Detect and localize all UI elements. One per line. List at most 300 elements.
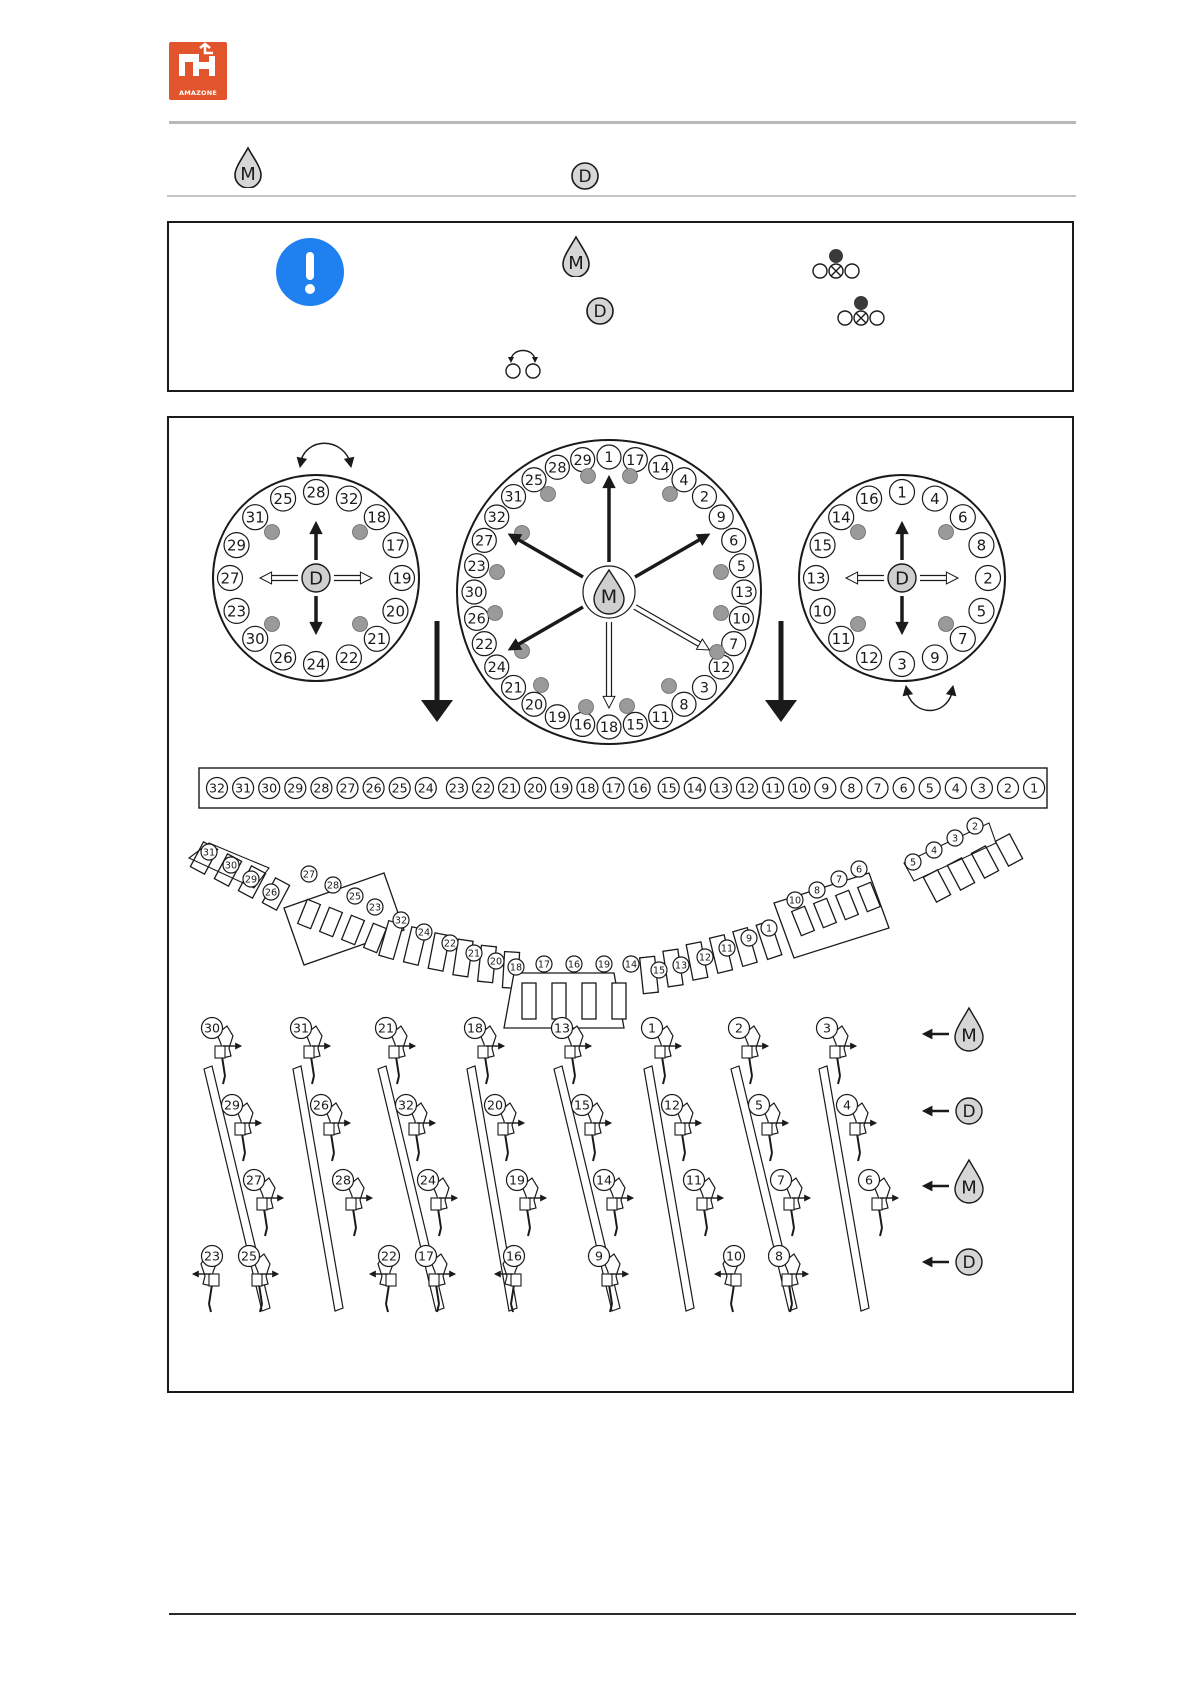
strip-outlet [629, 778, 650, 799]
outlet-number [597, 445, 621, 469]
hopper-number [201, 844, 217, 860]
hopper-number-label: 12 [698, 952, 712, 964]
hopper-number-label: 10 [788, 895, 802, 907]
outlet-dot [265, 617, 280, 632]
hopper-number-label: 1 [765, 923, 773, 935]
hopper-number [566, 956, 582, 972]
svg-text:D: D [593, 302, 607, 322]
coulter-number [684, 1170, 705, 1191]
outlet-number-label: 5 [976, 602, 987, 621]
swap-outlets-icon [502, 341, 546, 381]
outlet-number [465, 554, 489, 578]
coulter-number-label: 1 [647, 1020, 657, 1036]
hopper-number [697, 949, 713, 965]
strip-outlet-label: 24 [417, 780, 434, 796]
outlet-number [545, 455, 569, 479]
outlet-number-label: 4 [679, 472, 689, 489]
left_distributor [213, 475, 419, 681]
coulter-number [418, 1170, 439, 1191]
outlet-number [304, 652, 329, 677]
exclamation-icon [276, 238, 344, 306]
strip-outlet [737, 778, 758, 799]
coulter-number-label: 26 [312, 1097, 330, 1113]
outlet-number-label: 19 [392, 569, 412, 588]
coulter-number [239, 1246, 260, 1267]
strip-outlet-label: 14 [686, 780, 703, 796]
hopper-number-label: 28 [326, 880, 340, 892]
hopper-number [488, 953, 504, 969]
outlet-number [571, 448, 595, 472]
outlet-number-label: 29 [226, 536, 247, 555]
outlet-number-label: 22 [339, 648, 359, 667]
hopper-number [466, 945, 482, 961]
coulter-number [552, 1018, 573, 1039]
strip-outlet [259, 778, 280, 799]
tractor-logo-icon [169, 42, 227, 88]
strip-outlet-label: 26 [365, 780, 382, 796]
outlet-number [597, 715, 621, 739]
coulter-number-label: 5 [754, 1097, 764, 1113]
strip-outlet-label: 11 [765, 780, 782, 796]
coulter-number [589, 1246, 610, 1267]
strip-outlet [684, 778, 705, 799]
strip-outlet [971, 778, 992, 799]
outlet-dot [579, 700, 594, 715]
outlet-number-label: 16 [859, 489, 879, 508]
strip-outlet-label: 16 [631, 780, 648, 796]
hopper-number-label: 32 [394, 915, 408, 927]
outlet-number-label: 29 [573, 452, 592, 469]
distribution-diagram [169, 418, 1076, 1395]
hopper-number [651, 962, 667, 978]
strip-outlet [893, 778, 914, 799]
strip-outlet [311, 778, 332, 799]
coulter-number [376, 1018, 397, 1039]
coulter-number [729, 1018, 750, 1039]
swap-arrow [906, 688, 953, 711]
outlet-number-label: 8 [976, 536, 987, 555]
coulter-number [507, 1170, 528, 1191]
hopper-number [967, 818, 983, 834]
strip-outlet-label: 12 [738, 780, 756, 796]
outlet-number [243, 626, 268, 651]
coulter-number-label: 12 [663, 1097, 681, 1113]
coulter-number-label: 23 [203, 1248, 221, 1264]
hopper-number [536, 956, 552, 972]
coulter-number [379, 1246, 400, 1267]
outlet-number [271, 645, 296, 670]
hopper-number-label: 13 [674, 960, 688, 972]
outlet-number-label: 5 [736, 558, 746, 575]
hopper-number-label: 6 [855, 864, 863, 876]
coulter-number [222, 1095, 243, 1116]
outlet-dot [851, 617, 866, 632]
outlet-number [722, 632, 746, 656]
hopper-number [301, 866, 317, 882]
outlet-number [969, 533, 994, 558]
outlet-number [304, 480, 329, 505]
outlet-number [732, 580, 756, 604]
hopper-number-label: 31 [202, 847, 216, 859]
hopper-number-label: 20 [489, 956, 503, 968]
hopper-number-label: 30 [224, 860, 238, 872]
strip-outlet-label: 21 [501, 780, 518, 796]
hopper-number-label: 21 [467, 948, 481, 960]
outlet-number [383, 533, 408, 558]
outlet-dot [939, 525, 954, 540]
outlet-number [522, 468, 546, 492]
outlet-number-label: 13 [734, 585, 754, 602]
strip-outlet-label: 5 [925, 780, 934, 796]
outlet-number-label: 30 [464, 585, 484, 602]
outlet-number [462, 580, 486, 604]
outlet-number [969, 598, 994, 623]
coulter-number [859, 1170, 880, 1191]
coulter-number [333, 1170, 354, 1191]
outlet-number [829, 626, 854, 651]
row-symbol: M [961, 1025, 977, 1047]
coulter-number-label: 18 [466, 1020, 484, 1036]
outlet-number [271, 486, 296, 511]
outlet-number [890, 480, 915, 505]
strip-outlet [446, 778, 467, 799]
outlet-number-label: 6 [958, 508, 968, 527]
coulter-number [504, 1246, 525, 1267]
outlet-number-label: 12 [859, 648, 879, 667]
outlet-number [672, 692, 696, 716]
outlet-number-label: 15 [812, 536, 833, 555]
coulter-number [416, 1246, 437, 1267]
outlet-dot [265, 525, 280, 540]
seed-distribution-figure [167, 416, 1074, 1393]
hopper-number [263, 884, 279, 900]
strip-outlet-label: 17 [605, 780, 622, 796]
outlet-number [950, 505, 975, 530]
center-letter: M [600, 585, 618, 608]
hopper-number [442, 935, 458, 951]
coulter-number [769, 1246, 790, 1267]
outlet-dot [623, 469, 638, 484]
outlet-number [857, 486, 882, 511]
hopper-number [223, 857, 239, 873]
hopper-number-label: 25 [348, 891, 362, 903]
coulter-number [749, 1095, 770, 1116]
coulter-number [244, 1170, 265, 1191]
outlet-number-label: 27 [475, 533, 494, 550]
strip-outlet-label: 28 [313, 780, 330, 796]
outlet-number [485, 505, 509, 529]
right_distributor [799, 475, 1005, 681]
outlet-dot [490, 565, 505, 580]
hopper-number-label: 23 [368, 902, 382, 914]
strip-outlet [499, 778, 520, 799]
outlet-number [922, 486, 947, 511]
outlet-number [810, 533, 835, 558]
outlet-number [336, 486, 361, 511]
distributor-d-icon [569, 160, 601, 192]
hopper-number-label: 8 [813, 885, 821, 897]
outlet-number-label: 14 [651, 460, 670, 477]
outlet-number [672, 468, 696, 492]
strip-outlet [473, 778, 494, 799]
outlet-number [390, 566, 415, 591]
legend-m-letter: M [240, 164, 256, 185]
hopper-number [508, 959, 524, 975]
strip-outlet [789, 778, 810, 799]
coulter-number [396, 1095, 417, 1116]
strip-outlet [919, 778, 940, 799]
outlet-number [485, 655, 509, 679]
outlet-number-label: 17 [626, 452, 645, 469]
outlet-dot [620, 699, 635, 714]
outlet-number [976, 566, 1001, 591]
hopper-number [673, 957, 689, 973]
coulter-number-label: 11 [685, 1172, 703, 1188]
outlet-dot [488, 606, 503, 621]
coulter-number-label: 19 [508, 1172, 526, 1188]
strip-outlet-label: 4 [951, 780, 960, 796]
hopper-number [947, 830, 963, 846]
metering-drop-icon [233, 146, 263, 188]
outlet-number-label: 25 [273, 489, 293, 508]
hopper-number-label: 19 [597, 959, 611, 971]
legend-d-letter: D [578, 167, 592, 187]
outlet-number [649, 705, 673, 729]
hopper-number [719, 940, 735, 956]
strip-outlet [415, 778, 436, 799]
hopper-number [905, 854, 921, 870]
outlet-number-label: 16 [573, 717, 592, 734]
strip-outlet-label: 29 [287, 780, 304, 796]
coulter-number [465, 1018, 486, 1039]
outlet-number-label: 3 [897, 655, 907, 674]
outlet-dot [581, 469, 596, 484]
outlet-number-label: 14 [831, 508, 851, 527]
strip-outlet-label: 27 [339, 780, 356, 796]
strip-outlet [815, 778, 836, 799]
outlet-number-label: 13 [806, 569, 826, 588]
outlet-number-label: 30 [245, 630, 265, 649]
outlet-dot [353, 617, 368, 632]
outlet-number-label: 26 [467, 611, 486, 628]
outlet-number-label: 2 [699, 489, 710, 506]
outlet-dot [541, 487, 556, 502]
outlet-number [890, 652, 915, 677]
hopper-number-label: 17 [537, 959, 551, 971]
strip-outlet-label: 22 [474, 780, 492, 796]
outlet-number-label: 9 [930, 648, 940, 667]
outlet-number-label: 31 [245, 508, 265, 527]
coulter-number-label: 15 [573, 1097, 591, 1113]
hopper-number-label: 24 [417, 927, 431, 939]
outlet-dot [851, 525, 866, 540]
hopper-arc [189, 818, 1023, 1028]
logo-text: AMAZONE [178, 89, 218, 97]
outlet-number [224, 533, 249, 558]
strip-outlet [207, 778, 228, 799]
strip-outlet-label: 3 [977, 780, 986, 796]
outlet-number [465, 606, 489, 630]
hopper-number [831, 871, 847, 887]
hopper-number-label: 9 [745, 933, 753, 945]
hopper-number [623, 956, 639, 972]
coulter-number-label: 9 [594, 1248, 604, 1264]
outlet-number-label: 10 [732, 611, 751, 628]
outlet-number [649, 455, 673, 479]
hopper-number-label: 15 [652, 965, 666, 977]
outlet-number-label: 23 [226, 602, 247, 621]
coulter-number-label: 25 [240, 1248, 258, 1264]
strip-outlet-label: 7 [873, 780, 882, 796]
hopper-number-label: 29 [244, 874, 258, 886]
strip-outlet [577, 778, 598, 799]
outlet-number [623, 712, 647, 736]
outlet-dot [939, 617, 954, 632]
outlet-number [829, 505, 854, 530]
coulter-number-label: 32 [397, 1097, 415, 1113]
coulter-number-label: 16 [505, 1248, 523, 1264]
row-symbol: D [962, 1253, 976, 1274]
hopper-number-label: 27 [302, 869, 316, 881]
coulter-number-label: 31 [292, 1020, 310, 1036]
strip-outlet [363, 778, 384, 799]
hopper-number [741, 930, 757, 946]
coulter-number [642, 1018, 663, 1039]
outlet-number-label: 1 [897, 483, 907, 502]
outlet-number-label: 9 [716, 510, 726, 527]
coulter-number-label: 7 [776, 1172, 786, 1188]
outlet-number [804, 566, 829, 591]
outlet-number [472, 632, 496, 656]
coulter-number [724, 1246, 745, 1267]
outlet-number [729, 554, 753, 578]
outlet-number-label: 7 [729, 636, 739, 653]
coulter-number-label: 2 [734, 1020, 744, 1036]
outlet-number-label: 21 [504, 680, 523, 697]
outlet-number [383, 598, 408, 623]
coulter-number [291, 1018, 312, 1039]
coulter-number-label: 3 [822, 1020, 832, 1036]
strip-outlet [1024, 778, 1045, 799]
outlet-number-label: 21 [367, 630, 387, 649]
section-rule [167, 195, 1076, 197]
outlet-dot [662, 679, 677, 694]
coulter-number [662, 1095, 683, 1116]
coulter-number [771, 1170, 792, 1191]
coulter-number [202, 1018, 223, 1039]
outlet-number-label: 18 [367, 508, 387, 527]
coulter-number-label: 6 [864, 1172, 874, 1188]
strip-outlet-label: 6 [899, 780, 908, 796]
outlet-number-label: 23 [467, 558, 486, 575]
hopper-number [596, 956, 612, 972]
outlet-number [857, 645, 882, 670]
hopper-number-label: 5 [909, 857, 917, 869]
hopper-number-label: 26 [264, 887, 278, 899]
strip-outlet-label: 10 [791, 780, 808, 796]
outlet-number-label: 24 [306, 655, 326, 674]
hopper-number [367, 899, 383, 915]
outlet-number-label: 6 [729, 533, 739, 550]
outlet-number-label: 7 [958, 630, 968, 649]
outlet-number-label: 17 [385, 536, 406, 555]
outlet-number-label: 19 [548, 709, 567, 726]
outlet-number [243, 505, 268, 530]
footer-rule [169, 1613, 1076, 1615]
strip-outlet-label: 8 [847, 780, 856, 796]
notice-d-icon [584, 295, 616, 327]
outlet-number-label: 28 [306, 483, 326, 502]
strip-outlet-label: 19 [553, 780, 570, 796]
coulter-number-label: 17 [417, 1248, 435, 1264]
coulter-number-label: 21 [377, 1020, 395, 1036]
hopper-number [761, 920, 777, 936]
strip-outlet [551, 778, 572, 799]
outlet-number-label: 28 [548, 460, 567, 477]
strip-outlet [710, 778, 731, 799]
outlet-number-label: 1 [604, 450, 614, 467]
hopper-number [809, 882, 825, 898]
outlet-number-label: 8 [679, 697, 689, 714]
strip-outlet [945, 778, 966, 799]
hopper-number [787, 892, 803, 908]
header-rule [169, 121, 1076, 124]
coulter-grid [193, 1008, 983, 1312]
outlet-number-label: 22 [475, 636, 494, 653]
strip-outlet-label: 15 [660, 780, 677, 796]
outlet-number [722, 528, 746, 552]
coulter-number [311, 1095, 332, 1116]
coulter-number-label: 22 [380, 1248, 398, 1264]
outlet-number [472, 528, 496, 552]
hopper-number-label: 3 [951, 833, 959, 845]
distributor-outlet-closed-icon [811, 247, 863, 281]
outlet-number [692, 485, 716, 509]
coulter-number-label: 28 [334, 1172, 352, 1188]
hopper-number-label: 2 [971, 821, 979, 833]
strip-outlet-label: 23 [448, 780, 465, 796]
hopper-number-label: 22 [443, 938, 457, 950]
strip-outlet [867, 778, 888, 799]
outlet-number-label: 10 [812, 602, 833, 621]
outlet-number-label: 20 [524, 697, 544, 714]
coulter-number-label: 29 [223, 1097, 241, 1113]
svg-text:M: M [568, 253, 584, 274]
strip-outlet [998, 778, 1019, 799]
swap-arrow [300, 443, 351, 465]
coulter-number [837, 1095, 858, 1116]
coulter-number-label: 4 [842, 1097, 852, 1113]
strip-outlet-label: 13 [712, 780, 729, 796]
strip-outlet [763, 778, 784, 799]
hopper-number-label: 11 [720, 943, 734, 955]
outlet-number-label: 32 [487, 510, 506, 527]
outlet-number-label: 2 [983, 569, 993, 588]
outlet-number [729, 606, 753, 630]
strip-outlet-label: 20 [527, 780, 544, 796]
hopper-number [325, 877, 341, 893]
outlet-strip [199, 768, 1047, 808]
strip-outlet-label: 32 [208, 780, 226, 796]
outlet-number [336, 645, 361, 670]
hopper-number [416, 924, 432, 940]
outlet-dot [710, 645, 725, 660]
hopper-number-label: 18 [509, 962, 523, 974]
outlet-number [545, 705, 569, 729]
outlet-number-label: 32 [339, 489, 359, 508]
outlet-number [218, 566, 243, 591]
center-letter: D [895, 568, 909, 590]
